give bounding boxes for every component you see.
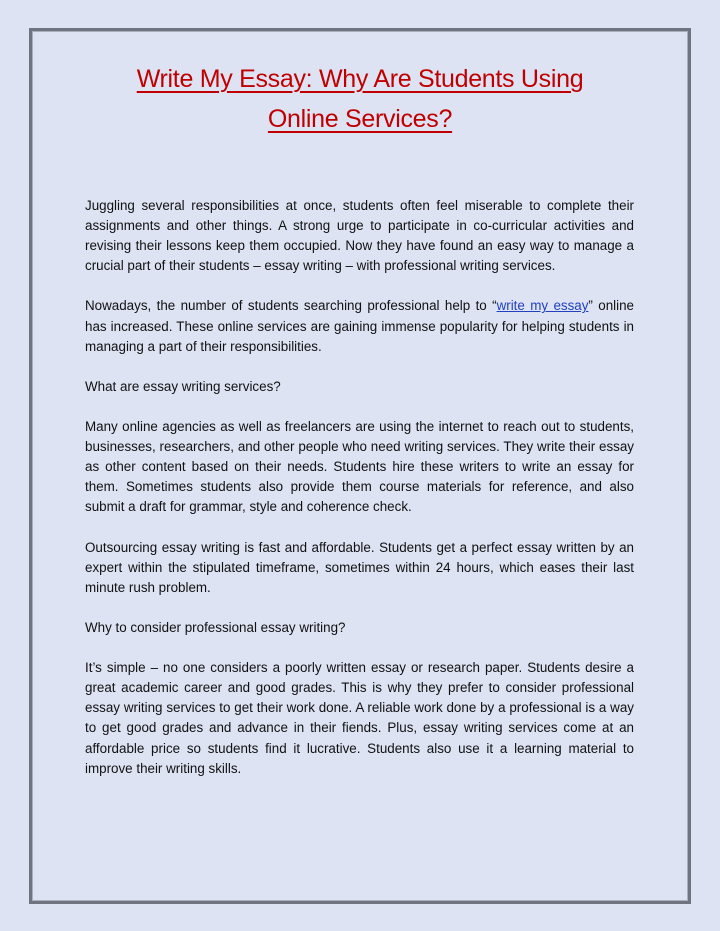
paragraph-agencies: Many online agencies as well as freelancers are using the internet to reach out to students, businesses, researchers, and other people who need writing services. They write their essay as other content based on their needs. Students hire these writers to write an essay for them. Sometimes students also provide them course materials for reference, and also submit a draft for grammar, style and coherence check.	[85, 419, 634, 515]
paragraph-outsourcing: Outsourcing essay writing is fast and affordable. Students get a perfect essay written by an expert within the stipulated timeframe, sometimes within 24 hours, which eases their last minute rush problem.	[85, 539, 634, 595]
article-body	[85, 196, 634, 799]
title-line-2: Online Services?	[267, 105, 453, 133]
title-line-1: Write My Essay: Why Are Students Using	[136, 65, 584, 93]
paragraph-nowadays	[85, 296, 634, 356]
question-why-consider: Why to consider professional essay writing?	[85, 619, 346, 635]
page-title	[0, 59, 720, 139]
paragraph-intro: Juggling several responsibilities at once, students often feel miserable to complete their assignments and other things. A strong urge to participate in co-curricular activities and revising their lessons keep them occupied. Now they have found an easy way to manage a crucial part of their students – essay writing – with professional writing services.	[85, 198, 634, 274]
write-my-essay-link[interactable]: write my essay	[496, 298, 589, 314]
question-what-are-services: What are essay writing services?	[85, 378, 281, 394]
paragraph-nowadays-before: Nowadays, the number of students searching professional help to “	[85, 298, 497, 314]
paragraph-simple: It’s simple – no one considers a poorly written essay or research paper. Students desire a great academic career and good grades. This is why they prefer to consider professional essay writing services to get their work done. A reliable work done by a professional is a way to get good grades and advance in their fiends. Plus, essay writing services come at an affordable price so students find it lucrative. Students also use it a learning material to improve their writing skills.	[85, 660, 634, 776]
paragraph-nowadays-after: ” online has increased. These online services are gaining immense popularity for helping students in managing a part of their responsibilities.	[85, 298, 634, 354]
